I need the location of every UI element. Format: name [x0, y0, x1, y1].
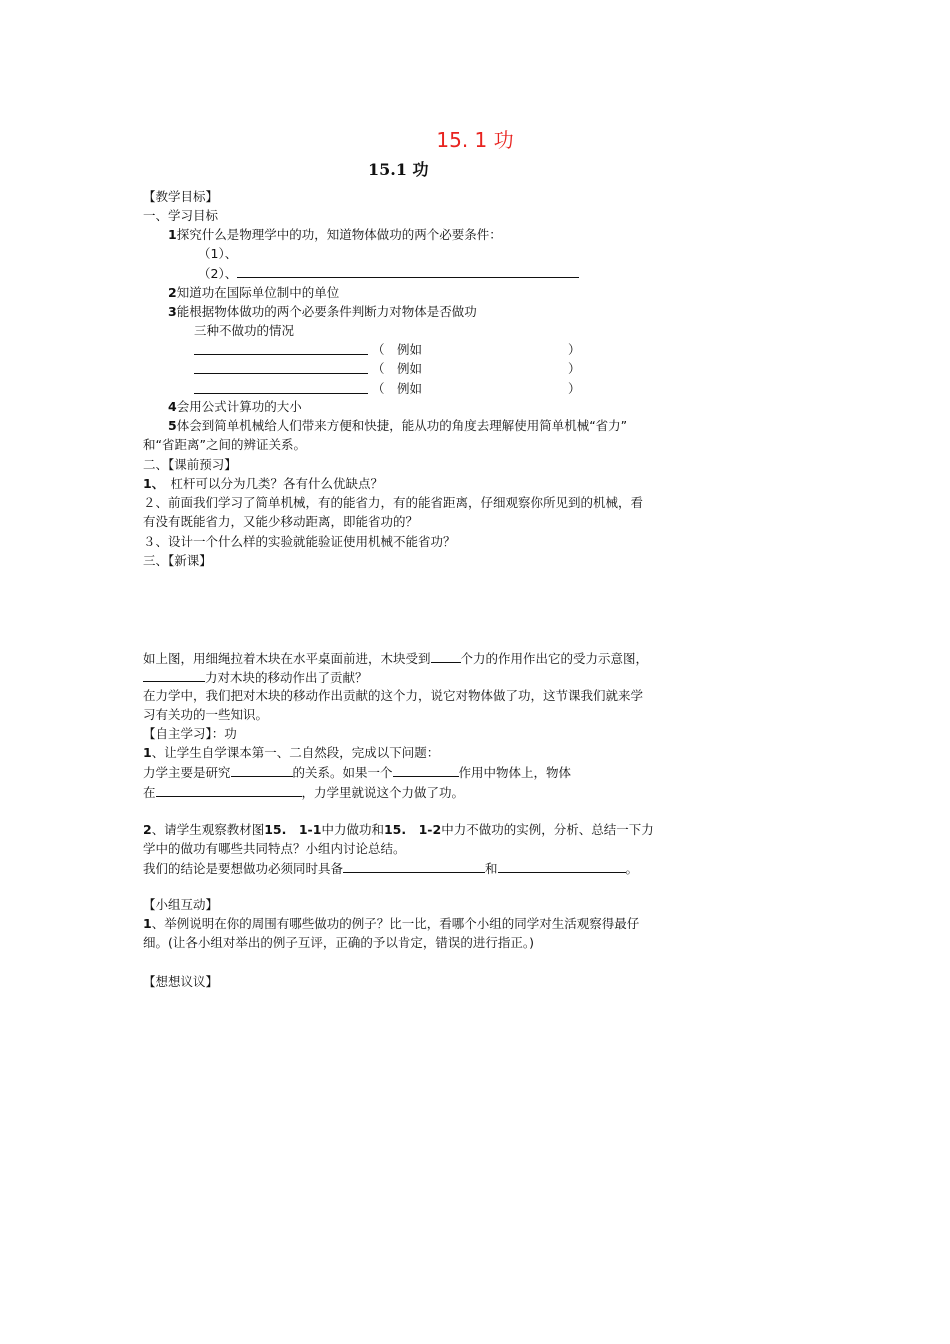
newlesson-p2-cont: 习有关功的一些知识。 — [143, 707, 269, 722]
goals-subheading: 一、学习目标 — [143, 208, 219, 223]
goal-1b-blank — [237, 265, 579, 278]
self-study-2 — [143, 822, 654, 838]
case-blank-1 — [194, 342, 368, 355]
goal-3-sub: 三种不做功的情况 — [194, 323, 295, 338]
newlesson-p1b: 个力的作用作出它的受力示意图， — [460, 651, 649, 666]
case-line-3 — [194, 381, 368, 398]
goal-1-text: 探究什么是物理学中的功，知道物体做功的两个必要条件： — [176, 227, 502, 242]
goal-5 — [168, 418, 627, 434]
goal-2 — [168, 285, 339, 301]
goal-1b-label: （2）、 — [198, 266, 238, 281]
newlesson-p1c: 力对木块的移动作出了贡献？ — [205, 670, 368, 685]
newlesson-p1-cont — [143, 669, 368, 686]
self-study-1e: ，力学里就说这个力做了功。 — [301, 785, 465, 800]
case-line-1 — [194, 342, 368, 359]
movement-blank — [156, 784, 302, 797]
preview-heading: 二、【课前预习】 — [143, 457, 237, 472]
group-heading: 【小组互动】 — [143, 897, 219, 912]
self-study-1-number: 1 — [143, 745, 152, 760]
self-study-2-cont: 学中的做功有哪些共同特点？小组内讨论总结。 — [143, 841, 406, 856]
group-1-number: 1 — [143, 916, 152, 931]
goal-1 — [168, 227, 502, 243]
self-study-1a: 力学主要是研究 — [143, 765, 231, 780]
case-blank-2 — [194, 361, 368, 374]
think-heading: 【想想议议】 — [143, 974, 219, 989]
self-study-1d: 在 — [143, 785, 156, 800]
force-name-blank — [143, 669, 205, 682]
group-1-cont: 细。(让各小组对举出的例子互评，正确的予以肯定，错误的进行指正。) — [143, 935, 535, 950]
newlesson-heading: 三、【新课】 — [143, 553, 212, 568]
newlesson-p1a: 如上图，用细绳拉着木块在水平桌面前进，木块受到 — [143, 651, 431, 666]
self-study-1b: 的关系。如果一个 — [292, 765, 393, 780]
conclusion-end: 。 — [625, 861, 639, 876]
goal-2-text: 知道功在国际单位制中的单位 — [176, 285, 340, 300]
case-example-2: （ 例如 — [372, 361, 423, 376]
goal-5-text: 体会到简单机械给人们带来方便和快捷，能从功的角度去理解使用简单机械“省力” — [176, 418, 628, 433]
goal-4 — [168, 399, 302, 415]
preview-q1-text: 杠杆可以分为几类？各有什么优缺点？ — [157, 476, 383, 491]
self-study-1 — [143, 745, 439, 761]
goal-3 — [168, 304, 477, 320]
conclusion-and: 和 — [485, 861, 498, 876]
group-1 — [143, 916, 639, 932]
goal-5-cont: 和“省距离”之间的辨证关系。 — [143, 437, 306, 452]
case-close-2: ） — [568, 361, 581, 376]
figure-ref-2: 15. 1-2 — [383, 822, 442, 837]
self-study-1c: 作用中物体上，物体 — [458, 765, 572, 780]
goal-4-text: 会用公式计算功的大小 — [176, 399, 302, 414]
case-blank-3 — [194, 381, 368, 394]
condition-blank-1 — [343, 860, 485, 873]
self-study-heading: 【自主学习】：功 — [143, 726, 237, 741]
force-count-blank — [431, 650, 461, 663]
preview-q2-cont: 有没有既能省力，又能少移动距离，即能省功的？ — [143, 514, 419, 529]
newlesson-p1 — [143, 650, 648, 667]
self-study-1-text: 、让学生自学课本第一、二自然段，完成以下问题： — [151, 745, 440, 760]
force-blank — [393, 764, 459, 777]
preview-q2: ２、前面我们学习了简单机械，有的能省力，有的能省距离，仔细观察你所见到的机械，看 — [143, 495, 644, 510]
case-line-2 — [194, 361, 368, 378]
goal-3-number: 3 — [168, 304, 177, 319]
figure-ref-1: 15. 1-1 — [264, 822, 322, 837]
preview-q1-number: 1、 — [143, 476, 158, 491]
case-close-1: ） — [568, 342, 581, 357]
newlesson-p2: 在力学中，我们把对木块的移动作出贡献的这个力，说它对物体做了功，这节课我们就来学 — [143, 688, 644, 703]
self-study-2c: 中力不做功的实例，分析、总结一下力 — [441, 822, 654, 837]
goal-2-number: 2 — [168, 285, 177, 300]
case-example-1: （ 例如 — [372, 342, 423, 357]
condition-blank-2 — [498, 860, 626, 873]
red-title: 15. 1 功 — [436, 128, 514, 152]
goal-1a: （1）、 — [198, 246, 238, 261]
research-blank — [231, 764, 293, 777]
self-study-2b: 中力做功和 — [321, 822, 384, 837]
preview-q1 — [143, 476, 383, 492]
self-study-1-line — [143, 764, 571, 781]
conclusion-text: 我们的结论是要想做功必须同时具备 — [143, 861, 344, 876]
goals-heading: 【教学目标】 — [143, 189, 219, 204]
goal-1b — [198, 265, 579, 282]
goal-3-text: 能根据物体做功的两个必要条件判断力对物体是否做功 — [176, 304, 477, 319]
goal-4-number: 4 — [168, 399, 177, 414]
case-close-3: ） — [568, 381, 581, 396]
self-study-2a: 、请学生观察教材图 — [151, 822, 265, 837]
goal-5-number: 5 — [168, 418, 177, 433]
self-study-1-line2 — [143, 784, 464, 801]
page-title: 15.1 功 — [368, 160, 429, 179]
goal-1-number: 1 — [168, 227, 177, 242]
conclusion-line — [143, 860, 638, 877]
preview-q3: ３、设计一个什么样的实验就能验证使用机械不能省功？ — [143, 534, 456, 549]
case-example-3: （ 例如 — [372, 381, 423, 396]
group-1-text: 、举例说明在你的周围有哪些做功的例子？比一比，看哪个小组的同学对生活观察得最仔 — [151, 916, 640, 931]
self-study-2-number: 2 — [143, 822, 152, 837]
